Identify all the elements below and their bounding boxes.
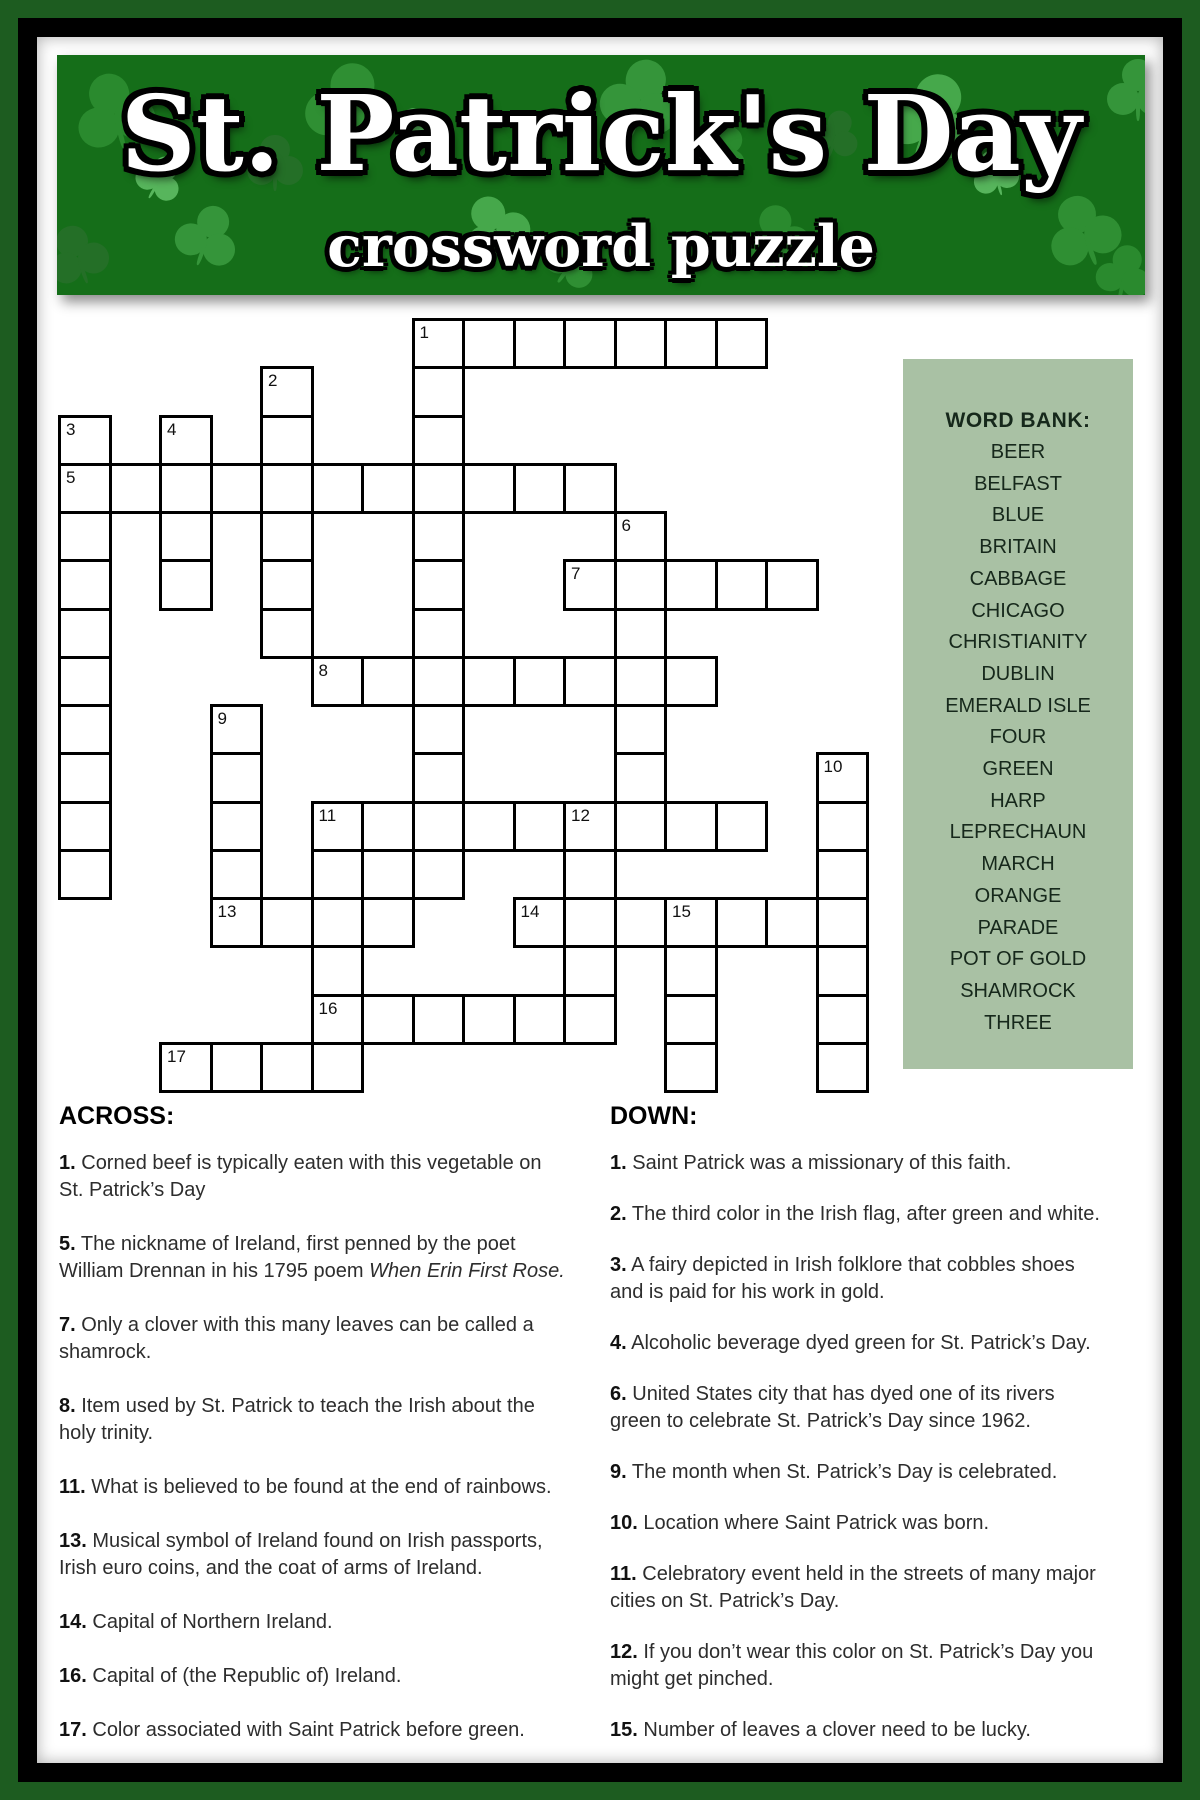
across-clues-section bbox=[59, 1102, 604, 1771]
grid-cell[interactable] bbox=[412, 318, 466, 369]
cell-number: 12 bbox=[571, 805, 590, 825]
cell-number: 14 bbox=[520, 902, 540, 921]
clue-line: St. Patrick’s Day bbox=[59, 1179, 206, 1201]
grid-cell[interactable] bbox=[159, 511, 213, 562]
clue-line: 2. The third color in the Irish flag, after green and white. bbox=[610, 1203, 1100, 1225]
word-bank-word: ORANGE bbox=[974, 884, 1062, 907]
grid-cell[interactable] bbox=[412, 415, 466, 466]
clue-line: might get pinched. bbox=[610, 1668, 774, 1690]
clue-line: and is paid for his work in gold. bbox=[610, 1281, 885, 1303]
cell-number: 7 bbox=[571, 564, 581, 584]
grid-cell[interactable] bbox=[462, 994, 516, 1045]
grid-cell[interactable] bbox=[664, 656, 718, 707]
grid-cell[interactable] bbox=[715, 897, 769, 948]
grid-cell[interactable] bbox=[159, 559, 213, 610]
page-title: St. Patrick's Day bbox=[120, 72, 1082, 195]
grid-cell[interactable] bbox=[260, 415, 314, 466]
grid-cell[interactable] bbox=[563, 656, 617, 707]
word-bank-word: BEER bbox=[990, 441, 1046, 463]
cell-number: 15 bbox=[672, 902, 691, 921]
grid-cell[interactable] bbox=[58, 849, 112, 900]
cell-number: 6 bbox=[621, 516, 631, 535]
clue bbox=[59, 1150, 604, 1204]
grid-cell[interactable] bbox=[58, 608, 112, 659]
grid-cell[interactable] bbox=[412, 656, 466, 707]
grid-cell[interactable] bbox=[58, 511, 112, 562]
cell-number: 16 bbox=[318, 998, 338, 1018]
grid-cell[interactable] bbox=[58, 415, 112, 466]
grid-cell[interactable] bbox=[563, 801, 617, 852]
grid-cell[interactable] bbox=[58, 656, 112, 707]
clue bbox=[59, 1609, 604, 1636]
grid-cell[interactable] bbox=[563, 318, 617, 369]
grid-cell[interactable] bbox=[412, 366, 466, 417]
clue-line: 11. Celebratory event held in the streets of many major bbox=[610, 1563, 1096, 1585]
grid-cell[interactable] bbox=[563, 559, 617, 610]
grid-cell[interactable] bbox=[816, 849, 870, 900]
clue-line: 3. A fairy depicted in Irish folklore that cobbles shoes bbox=[610, 1254, 1075, 1276]
grid-cell[interactable] bbox=[664, 318, 718, 369]
word-bank-word: POT OF GOLD bbox=[949, 948, 1087, 971]
grid-cell[interactable] bbox=[361, 897, 415, 948]
clue-line: 13. Musical symbol of Ireland found on Irish passports, bbox=[59, 1530, 543, 1552]
clue bbox=[610, 1561, 1155, 1615]
word-bank-list bbox=[903, 437, 1133, 1039]
clue bbox=[59, 1393, 604, 1447]
word-bank-word: DUBLIN bbox=[981, 662, 1055, 685]
grid-cell[interactable] bbox=[311, 801, 365, 852]
grid-cell[interactable] bbox=[614, 752, 668, 803]
grid-cell[interactable] bbox=[260, 463, 314, 514]
grid-cell[interactable] bbox=[260, 511, 314, 562]
clue-line: green to celebrate St. Patrick’s Day since 1962. bbox=[610, 1410, 1031, 1432]
grid-cell[interactable] bbox=[614, 656, 668, 707]
grid-cell[interactable] bbox=[210, 463, 264, 514]
clue bbox=[610, 1330, 1155, 1357]
clue-line: 1. Corned beef is typically eaten with this vegetable on bbox=[59, 1152, 542, 1174]
grid-cell[interactable] bbox=[311, 994, 365, 1045]
cell-number: 2 bbox=[268, 371, 278, 391]
clue-line: 7. Only a clover with this many leaves can be called a bbox=[59, 1314, 534, 1336]
clue-line: 12. If you don’t wear this color on St. Patrick’s Day you bbox=[610, 1641, 1094, 1663]
grid-cell[interactable] bbox=[765, 559, 819, 610]
grid-cell[interactable] bbox=[210, 704, 264, 755]
grid-cell[interactable] bbox=[260, 608, 314, 659]
clue bbox=[59, 1312, 604, 1366]
cell-number: 11 bbox=[318, 805, 337, 825]
grid-cell[interactable] bbox=[715, 559, 769, 610]
grid-cell[interactable] bbox=[715, 801, 769, 852]
word-bank-word: FOUR bbox=[989, 726, 1047, 749]
clue-line: 6. United States city that has dyed one of its rivers bbox=[610, 1383, 1055, 1405]
down-heading: DOWN: bbox=[610, 1102, 698, 1130]
grid-cell[interactable] bbox=[260, 366, 314, 417]
grid-cell[interactable] bbox=[210, 897, 264, 948]
word-bank-word: BLUE bbox=[991, 504, 1045, 527]
grid-cell[interactable] bbox=[816, 897, 870, 948]
grid-cell[interactable] bbox=[563, 994, 617, 1045]
grid-cell[interactable] bbox=[311, 1042, 365, 1093]
grid-cell[interactable] bbox=[664, 994, 718, 1045]
grid-cell[interactable] bbox=[614, 318, 668, 369]
clue bbox=[610, 1717, 1155, 1744]
clue-line: 17. Color associated with Saint Patrick before green. bbox=[59, 1719, 525, 1741]
word-bank-word: EMERALD ISLE bbox=[945, 694, 1091, 717]
cell-number: 9 bbox=[217, 709, 227, 728]
grid-cell[interactable] bbox=[210, 849, 264, 900]
grid-cell[interactable] bbox=[412, 559, 466, 610]
grid-cell[interactable] bbox=[58, 559, 112, 610]
grid-cell[interactable] bbox=[513, 994, 567, 1045]
word-bank-word: MARCH bbox=[981, 853, 1055, 876]
cell-number: 3 bbox=[66, 419, 76, 439]
clue-line: 5. The nickname of Ireland, first penned by the poet bbox=[59, 1233, 516, 1255]
clue bbox=[610, 1252, 1155, 1306]
grid-cell[interactable] bbox=[210, 801, 264, 852]
grid-cell[interactable] bbox=[361, 656, 415, 707]
word-bank-word: HARP bbox=[990, 789, 1046, 812]
word-bank-panel bbox=[903, 359, 1133, 1069]
grid-cell[interactable] bbox=[260, 1042, 314, 1093]
grid-cell[interactable] bbox=[412, 704, 466, 755]
cell-number: 5 bbox=[66, 467, 76, 487]
grid-cell[interactable] bbox=[159, 1042, 213, 1093]
grid-cell[interactable] bbox=[462, 801, 516, 852]
clue-line: 1. Saint Patrick was a missionary of this faith. bbox=[610, 1152, 1012, 1174]
clue-line: 4. Alcoholic beverage dyed green for St. Patrick’s Day. bbox=[610, 1332, 1091, 1354]
grid-cell[interactable] bbox=[58, 704, 112, 755]
grid-cell[interactable] bbox=[664, 559, 718, 610]
grid-cell[interactable] bbox=[462, 318, 516, 369]
word-bank-word: SHAMROCK bbox=[960, 979, 1076, 1002]
clue-line: Irish euro coins, and the coat of arms of Ireland. bbox=[59, 1557, 483, 1579]
header-banner bbox=[57, 55, 1145, 295]
clue bbox=[610, 1381, 1155, 1435]
grid-cell[interactable] bbox=[260, 897, 314, 948]
grid-cell[interactable] bbox=[210, 1042, 264, 1093]
clue bbox=[610, 1510, 1155, 1537]
cell-number: 13 bbox=[217, 902, 237, 921]
grid-cell[interactable] bbox=[58, 752, 112, 803]
grid-cell[interactable] bbox=[462, 463, 516, 514]
clue-line: holy trinity. bbox=[59, 1422, 154, 1444]
clue-line: 11. What is believed to be found at the end of rainbows. bbox=[59, 1476, 552, 1498]
across-clue-list bbox=[59, 1150, 604, 1744]
cell-number: 17 bbox=[167, 1046, 186, 1066]
grid-cell[interactable] bbox=[816, 945, 870, 996]
grid-cell[interactable] bbox=[614, 801, 668, 852]
clue bbox=[610, 1201, 1155, 1228]
clue-line: 9. The month when St. Patrick’s Day is celebrated. bbox=[610, 1461, 1058, 1483]
grid-cell[interactable] bbox=[311, 945, 365, 996]
cell-number: 4 bbox=[167, 419, 177, 439]
clue bbox=[59, 1474, 604, 1501]
grid-cell[interactable] bbox=[361, 463, 415, 514]
word-bank-word: LEPRECHAUN bbox=[949, 821, 1087, 844]
grid-cell[interactable] bbox=[664, 897, 718, 948]
grid-cell[interactable] bbox=[816, 801, 870, 852]
grid-cell[interactable] bbox=[563, 897, 617, 948]
grid-cell[interactable] bbox=[412, 849, 466, 900]
word-bank-word: CHICAGO bbox=[971, 599, 1065, 622]
word-bank-word: GREEN bbox=[982, 758, 1054, 781]
clue bbox=[59, 1663, 604, 1690]
grid-cell[interactable] bbox=[412, 511, 466, 562]
clue-line: 8. Item used by St. Patrick to teach the Irish about the bbox=[59, 1395, 535, 1417]
grid-cell[interactable] bbox=[361, 994, 415, 1045]
cell-number: 10 bbox=[823, 757, 843, 777]
grid-cell[interactable] bbox=[260, 559, 314, 610]
grid-cell[interactable] bbox=[513, 897, 567, 948]
grid-cell[interactable] bbox=[765, 897, 819, 948]
clue-line: 15. Number of leaves a clover need to be lucky. bbox=[610, 1719, 1031, 1741]
grid-cell[interactable] bbox=[311, 463, 365, 514]
word-bank-word: BRITAIN bbox=[979, 536, 1057, 559]
page-subtitle: crossword puzzle bbox=[327, 213, 875, 280]
grid-cell[interactable] bbox=[513, 463, 567, 514]
grid-cell[interactable] bbox=[816, 752, 870, 803]
grid-cell[interactable] bbox=[563, 849, 617, 900]
grid-cell[interactable] bbox=[513, 801, 567, 852]
grid-cell[interactable] bbox=[715, 318, 769, 369]
grid-cell[interactable] bbox=[58, 463, 112, 514]
grid-cell[interactable] bbox=[109, 463, 163, 514]
cell-number: 8 bbox=[318, 660, 328, 680]
grid-cell[interactable] bbox=[210, 752, 264, 803]
grid-cell[interactable] bbox=[412, 994, 466, 1045]
grid-cell[interactable] bbox=[664, 1042, 718, 1093]
grid-cell[interactable] bbox=[412, 801, 466, 852]
clue-line: 16. Capital of (the Republic of) Ireland. bbox=[59, 1665, 402, 1687]
grid-cell[interactable] bbox=[664, 945, 718, 996]
word-bank-word: CABBAGE bbox=[969, 567, 1067, 590]
grid-cell[interactable] bbox=[614, 559, 668, 610]
clue-line: William Drennan in his 1795 poem When Erin First Rose. bbox=[59, 1260, 565, 1282]
clue bbox=[59, 1528, 604, 1582]
clue bbox=[610, 1639, 1155, 1693]
down-clues-section bbox=[610, 1102, 1155, 1768]
grid-cell[interactable] bbox=[513, 318, 567, 369]
clue-line: cities on St. Patrick’s Day. bbox=[610, 1590, 840, 1612]
down-clue-list bbox=[610, 1150, 1155, 1744]
across-heading: ACROSS: bbox=[59, 1102, 175, 1130]
grid-cell[interactable] bbox=[311, 897, 365, 948]
grid-cell[interactable] bbox=[563, 945, 617, 996]
grid-cell[interactable] bbox=[159, 463, 213, 514]
word-bank-word: BELFAST bbox=[974, 472, 1062, 495]
grid-cell[interactable] bbox=[563, 463, 617, 514]
grid-cell[interactable] bbox=[311, 656, 365, 707]
grid-cell[interactable] bbox=[614, 511, 668, 562]
grid-cell[interactable] bbox=[816, 994, 870, 1045]
word-bank-title: WORD BANK: bbox=[945, 409, 1091, 432]
grid-cell[interactable] bbox=[311, 849, 365, 900]
clue bbox=[59, 1717, 604, 1744]
grid-cell[interactable] bbox=[412, 463, 466, 514]
word-bank-word: PARADE bbox=[977, 916, 1059, 939]
grid-cell[interactable] bbox=[412, 752, 466, 803]
clue bbox=[59, 1231, 604, 1285]
grid-cell[interactable] bbox=[58, 801, 112, 852]
grid-cell[interactable] bbox=[816, 1042, 870, 1093]
clue-line: 10. Location where Saint Patrick was born. bbox=[610, 1512, 990, 1534]
grid-cell[interactable] bbox=[159, 415, 213, 466]
grid-cell[interactable] bbox=[664, 801, 718, 852]
clue-line: 14. Capital of Northern Ireland. bbox=[59, 1611, 333, 1633]
grid-cell[interactable] bbox=[614, 608, 668, 659]
clue bbox=[610, 1459, 1155, 1486]
grid-cell[interactable] bbox=[412, 608, 466, 659]
word-bank-word: THREE bbox=[984, 1011, 1052, 1034]
grid-cell[interactable] bbox=[462, 656, 516, 707]
grid-cell[interactable] bbox=[614, 704, 668, 755]
cell-number: 1 bbox=[419, 323, 429, 342]
word-bank-word: CHRISTIANITY bbox=[948, 631, 1088, 654]
grid-cell[interactable] bbox=[513, 656, 567, 707]
clue bbox=[610, 1150, 1155, 1177]
grid-cell[interactable] bbox=[614, 897, 668, 948]
grid-cell[interactable] bbox=[361, 801, 415, 852]
clue-line: shamrock. bbox=[59, 1341, 152, 1363]
